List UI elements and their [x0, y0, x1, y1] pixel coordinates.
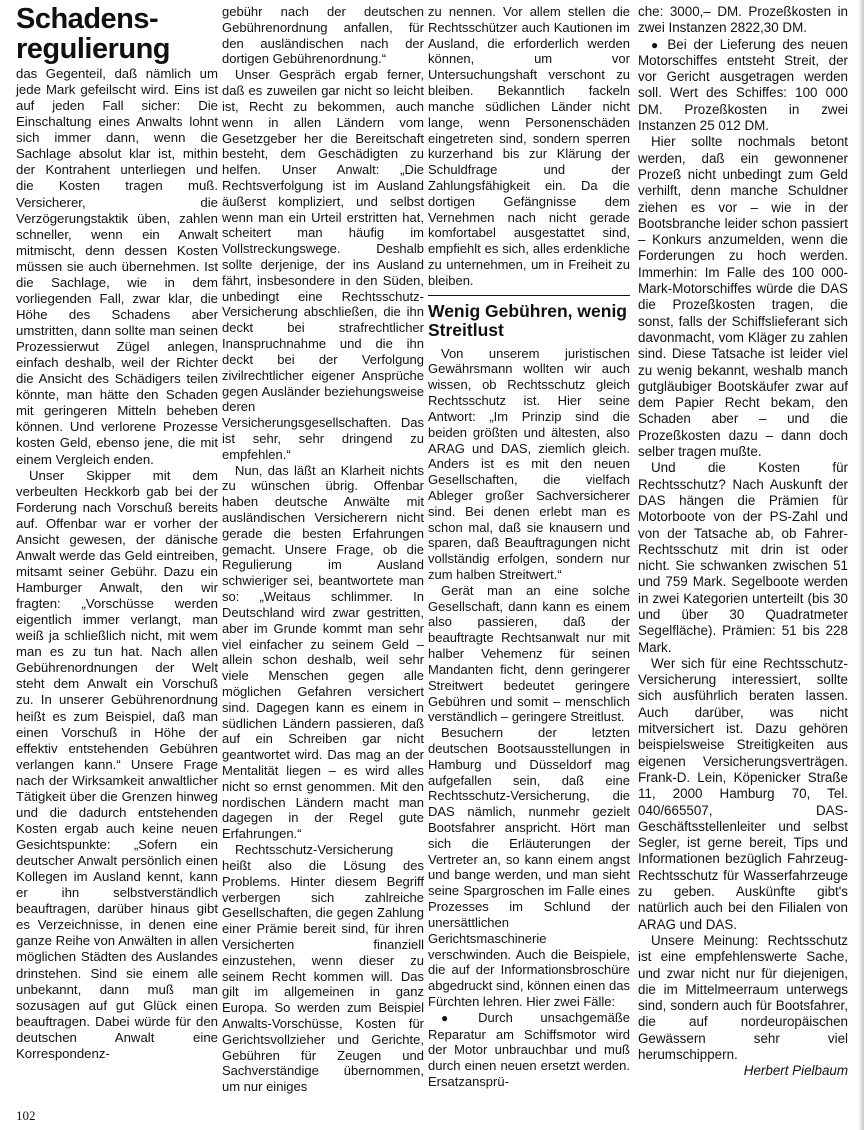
paragraph: Besuchern der letzten deutschen Bootsausstellungen in Hamburg und Düsseldorf mag aufgefallen sein, daß eine Rechtsschutz-Versicherung, die DAS nämlich, nunmehr gezielt Bootsfahrer anspricht. Hört man sich die Erläuterungen der Vertreter an, so kann einem angst und bange werden, und man sieht seine Spargroschen im Falle eines Prozesses im Schlund der unersättlichen Gerichtsmaschinerie verschwinden. Auch die Beispiele, die auf der Informationsbroschüre abgedruckt sind, können einen das Fürchten lehren. Hier zwei Fälle: [428, 725, 630, 1009]
section-subheading: Wenig Gebühren, wenig Streitlust [428, 295, 630, 340]
paragraph: Wer sich für eine Rechtsschutz-Versicherung interessiert, sollte sich ausführlich beraten lassen. Auch darüber, was nicht mitversichert ist. Dazu gehören beispielsweise Streitigkeiten aus eigenen Versicherungsverträgen. Frank-D. Lein, Köpenicker Straße 11, 2000 Hamburg 70, Tel. 040/665507, DAS-Geschäftsstellenleiter und selbst Segler, ist gerne bereit, Tips und Informationen bezüglich Fahrzeug-Rechtsschutz für Wasserfahrzeuge zu geben. Auskünfte gibt's natürlich auch bei den Filialen von ARAG und DAS. [638, 655, 848, 932]
paragraph: Unser Skipper mit dem verbeulten Heckkorb gab bei der Forderung nach Vorschuß bereits auf. Offenbar war er vorher der Ansicht gewesen, der dänische Anwalt werde das Geld eintreiben, mitsamt seiner Gebühr. Dazu ein Hamburger Anwalt, den wir fragten: „Vorschüsse werden eigentlich immer verlangt, man weiß ja schließlich nicht, mit wem man es zu tun hat. Nach allen Gebührenordnungen der Welt steht dem Anwalt ein Vorschuß zu. In unserer Gebührenordnung heißt es zum Beispiel, daß man einen Vorschuß in Höhe der effektiv entstehenden Gebühren verlangen kann.“ Unsere Frage nach der Wirksamkeit anwaltlicher Tätigkeit über die Grenzen hinweg und die dadurch entstehenden Kosten ergab auch keine neuen Gesichtspunkte: „Sofern ein deutscher Anwalt persönlich einen Kollegen im Ausland kennt, kann er ihn selbstverständlich beauftragen, darüber hinaus gibt es Verzeichnisse, in denen eine ganze Reihe von Anwälten in allen möglichen Städten des Auslandes drinstehen. Sind sie einem alle unbekannt, dann muß man sozusagen auf gut Glück einen beauftragen. Dabei würde für den deutschen Anwalt eine Korrespondenz- [16, 467, 218, 1061]
paragraph: Von unserem juristischen Gewährsmann wollten wir auch wissen, ob Rechtsschutz gleich Rechtsschutz ist. Hier seine Antwort: „Im Prinzip sind die beiden größten und ältesten, also ARAG und DAS, ziemlich gleich. Anders ist es mit den neuen Gesellschaften, die vielfach Ableger großer Sachversicherer sind. Bei denen erlebt man es schon mal, daß sie knausern und sparen, daß Beauftragungen nicht vollständig erfolgen, sondern nur zum halben Streitwert.“ [428, 345, 630, 582]
page-edge-shadow [858, 0, 864, 1130]
headline-line-1: Schadens- [16, 3, 159, 35]
paragraph: Und die Kosten für Rechtsschutz? Nach Auskunft der DAS hängen die Prämien für Motorboote von der PS-Zahl und von der Tatsache ab, ob Fahrer-Rechtsschutz mit drin ist oder nicht. Sie schwanken zwischen 51 und 759 Mark. Segelboote werden in zwei Kategorien unterteilt (bis 30 und über 30 Quadratmeter Segelfläche). Prämien: 51 bis 228 Mark. [638, 460, 848, 655]
bullet-paragraph [638, 37, 848, 135]
bullet-paragraph [428, 1010, 630, 1090]
column-2 [222, 4, 424, 1095]
paragraph: Rechtsschutz-Versicherung heißt also die Lösung des Problems. Hinter diesem Begriff verbergen sich zahlreiche Gesellschaften, die gegen Zahlung einer Prämie bereit sind, für ihren Versicherten finanziell einzustehen, wenn dieser zu seinem Recht kommen will. Das gilt im allgemeinen in ganz Europa. So werden zum Beispiel Anwalts-Vorschüsse, Kosten für Gerichtsvollzieher und Gerichte, Gebühren für Zeugen und Sachverständige übernommen, um nur einiges [222, 842, 424, 1095]
column-4 [638, 4, 848, 1080]
headline-line-2: regulierung [16, 33, 171, 65]
paragraph: das Gegenteil, daß nämlich um jede Mark gefeilscht wird. Eins ist auf jeden Fall sicher: Die Einschaltung eines Anwalts lohnt sich immer dann, wenn die Sachlage absolut klar ist, mithin der Kontrahent unterliegen und die Kosten tragen muß. Versicherer, die Verzögerungstaktik üben, zahlen schneller, wenn ein Anwalt mitmischt, denn dessen Kosten müssen sie auch übernehmen. Ist die Sachlage, wie in dem vorliegenden Fall, zwar klar, die Höhe des Schadens aber umstritten, dann sollte man seinen Prozessierwut Zügel anlegen, einfach deshalb, weil der Richter die Ansicht des Schädigers teilen könnte, man hätte den Schaden mit geringeren Mitteln beheben können. Und verlorene Prozesse kosten Geld, ebenso jene, die mit einem Vergleich enden. [16, 66, 218, 467]
paragraph: gebühr nach der deutschen Gebührenordnung anfallen, für den ausländischen nach der dortigen Gebührenordnung.“ [222, 4, 424, 67]
paragraph: Nun, das läßt an Klarheit nichts zu wünschen übrig. Offenbar haben deutsche Anwälte mit ausländischen Versicherern nicht gerade die besten Erfahrungen gemacht. Unsere Frage, ob die Regulierung im Ausland schwieriger sei, beantwortete man so: „Weitaus schlimmer. In Deutschland wird zwar gestritten, aber im Grunde kommt man sehr viel einfacher zu seinem Geld – allein schon deshalb, weil sehr viele Menschen gegen alle möglichen Gefahren versichert sind. Dagegen kann es einem in südlichen Ländern passieren, daß auf ein Schreiben gar nicht geantwortet wird. Das mag an der Mentalität liegen – es wird alles nicht so ernst genommen. Mit den nordischen Ländern macht man dagegen in der Regel gute Erfahrungen.“ [222, 462, 424, 842]
article-headline [16, 4, 218, 64]
paragraph: Unsere Meinung: Rechtsschutz ist eine empfehlenswerte Sache, und zwar nicht nur für diejenigen, die im Mittelmeerraum unterwegs sind, sondern auch für Bootsfahrer, die auf nordeuropäischen Gewässern sehr viel herumschippern. [638, 932, 848, 1062]
bullet-text: Durch unsachgemäße Reparatur am Schiffsmotor wird der Motor unbrauchbar und muß durch einen neuen ersetzt werden. Ersatzansprü- [428, 1009, 630, 1089]
bullet-text: Bei der Lieferung des neuen Motorschiffes entsteht Streit, der vor Gericht ausgetragen werden soll. Wert des Schiffes: 100 000 DM. Prozeßkosten in zwei Instanzen 25 012 DM. [638, 36, 848, 134]
author-byline: Herbert Pielbaum [743, 1063, 848, 1079]
paragraph: Unser Gespräch ergab ferner, daß es zuweilen gar nicht so leicht ist, Recht zu bekommen, auch wenn in allen Ländern vom Gesetzgeber her die Bereitschaft besteht, dem Geschädigten zu helfen. Unser Anwalt: „Die Rechtsverfolgung ist im Ausland äußerst kompliziert, und selbst wenn man ein Urteil erstritten hat, scheitert man häufig im Vollstreckungswege. Deshalb sollte derjenige, der ins Ausland fährt, insbesondere in den Süden, unbedingt eine Rechtsschutz-Versicherung abschließen, die ihn deckt bei strafrechtlicher Inanspruchnahme und die ihn deckt bei der Verfolgung zivilrechtlicher eigener Ansprüche gegen Ausländer beziehungsweise deren Versicherungsgesellschaften. Das ist sehr, sehr dringend zu empfehlen.“ [222, 67, 424, 462]
column-3 [428, 4, 630, 1090]
paragraph: Hier sollte nochmals betont werden, daß ein gewonnener Prozeß nicht unbedingt zum Geld verhilft, denn manche Schuldner ziehen es vor – wie in der Bootsbranche leider schon passiert – Konkurs anzumelden, wenn die Forderungen zu hoch werden. Immerhin: Im Falle des 100 000-Mark-Motorschiffes würde die DAS die Prozeßkosten tragen, die sonst, falls der Schiffslieferant sich davonmacht, vom Kläger zu zahlen sind. Diese Tatsache ist leider viel zu wenig bekannt, weshalb manch gutgläubiger Bootskäufer zwar auf dem Papier Recht bekam, den Schaden aber – und die Prozeßkosten dazu – dann doch selber tragen mußte. [638, 134, 848, 460]
page-number: 102 [16, 1108, 36, 1123]
column-1 [16, 4, 218, 1062]
paragraph: che: 3000,– DM. Prozeßkosten in zwei Instanzen 2822,30 DM. [638, 4, 848, 36]
paragraph: zu nennen. Vor allem stellen die Rechtsschützer auch Kautionen im Ausland, die erforderlich werden können, um vor Untersuchungshaft verschont zu bleiben. Bekanntlich fackeln manche südlichen Länder nicht lange, wenn Personenschäden eingetreten sind, sondern sperren kurzerhand bis zur Klärung der Schuldfrage und der Zahlungsfähigkeit ein. Da die dortigen Gefängnisse dem Vernehmen nach nicht gerade komfortabel ausgestattet sind, empfiehlt es sich, alles erdenkliche zu unternehmen, um in Freiheit zu bleiben. [428, 4, 630, 288]
paragraph: Gerät man an eine solche Gesellschaft, dann kann es einem also passieren, daß der beauftragte Rechtsanwalt nur mit halber Vehemenz für seinen Mandanten ficht, denn geringerer Streitwert bedeutet geringere Gebühren und somit – menschlich verständlich – geringere Streitlust. [428, 582, 630, 725]
